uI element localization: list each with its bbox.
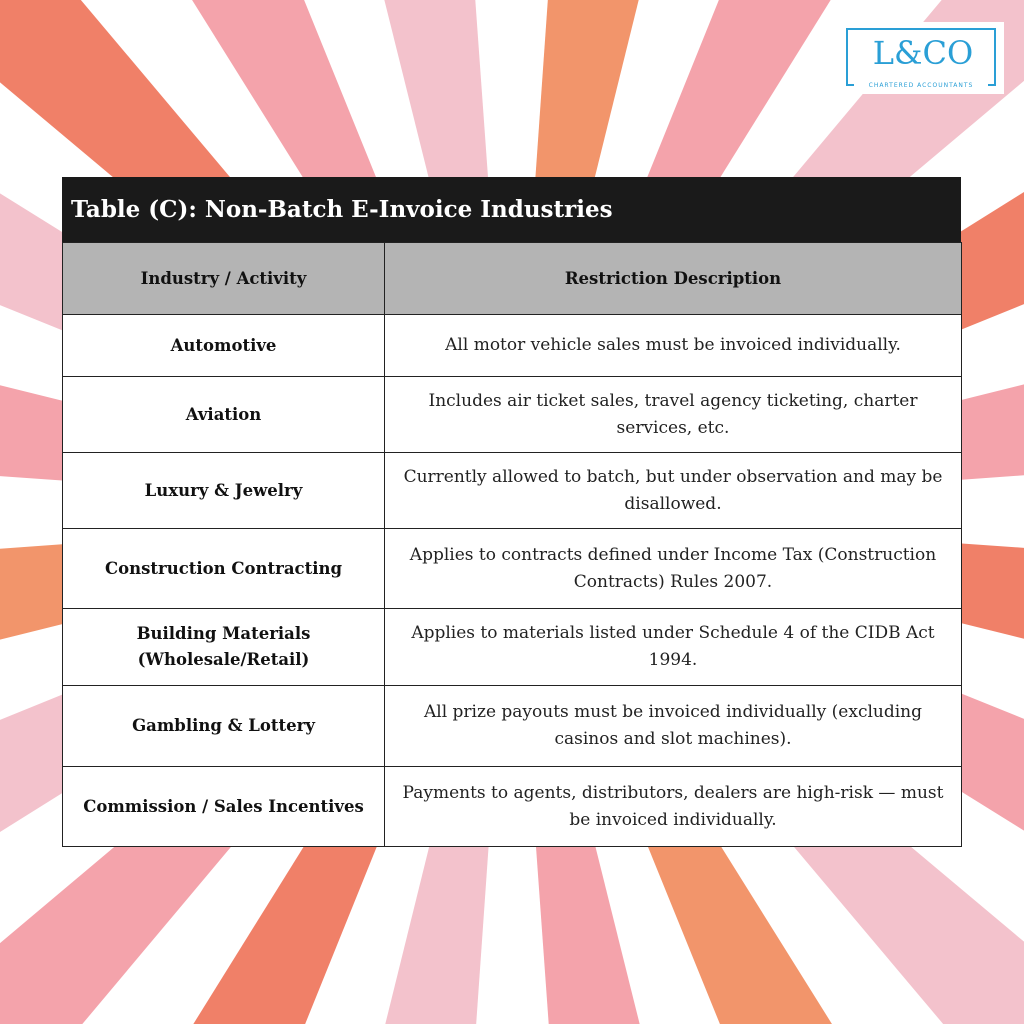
industries-table	[62, 242, 962, 847]
description-cell: Currently allowed to batch, but under observation and may be disallowed.	[385, 453, 962, 529]
description-cell: All prize payouts must be invoiced individually (excluding casinos and slot machines).	[385, 686, 962, 767]
table-row	[63, 377, 962, 453]
table-row	[63, 315, 962, 377]
logo-mark: L&CO	[872, 34, 974, 72]
industry-cell: Building Materials (Wholesale/Retail)	[63, 609, 385, 686]
description-cell: All motor vehicle sales must be invoiced individually.	[385, 315, 962, 377]
table-row	[63, 686, 962, 767]
header-industry: Industry / Activity	[63, 243, 385, 315]
table-header-row	[63, 243, 962, 315]
description-cell: Applies to contracts defined under Income Tax (Construction Contracts) Rules 2007.	[385, 529, 962, 609]
logo-frame	[846, 28, 996, 86]
industry-cell: Aviation	[63, 377, 385, 453]
industry-cell: Luxury & Jewelry	[63, 453, 385, 529]
table-row	[63, 609, 962, 686]
table-title: Table (C): Non-Batch E-Invoice Industries	[62, 177, 961, 242]
description-cell: Applies to materials listed under Schedule 4 of the CIDB Act 1994.	[385, 609, 962, 686]
description-cell: Payments to agents, distributors, dealers are high-risk — must be invoiced individually.	[385, 767, 962, 847]
non-batch-table-card	[62, 177, 961, 847]
logo-subtitle: CHARTERED ACCOUNTANTS	[854, 82, 988, 90]
description-cell: Includes air ticket sales, travel agency ticketing, charter services, etc.	[385, 377, 962, 453]
industry-cell: Commission / Sales Incentives	[63, 767, 385, 847]
table-row	[63, 767, 962, 847]
table-row	[63, 529, 962, 609]
industry-cell: Construction Contracting	[63, 529, 385, 609]
industry-cell: Automotive	[63, 315, 385, 377]
table-row	[63, 453, 962, 529]
industry-cell: Gambling & Lottery	[63, 686, 385, 767]
company-logo	[838, 22, 1004, 94]
header-restriction: Restriction Description	[385, 243, 962, 315]
